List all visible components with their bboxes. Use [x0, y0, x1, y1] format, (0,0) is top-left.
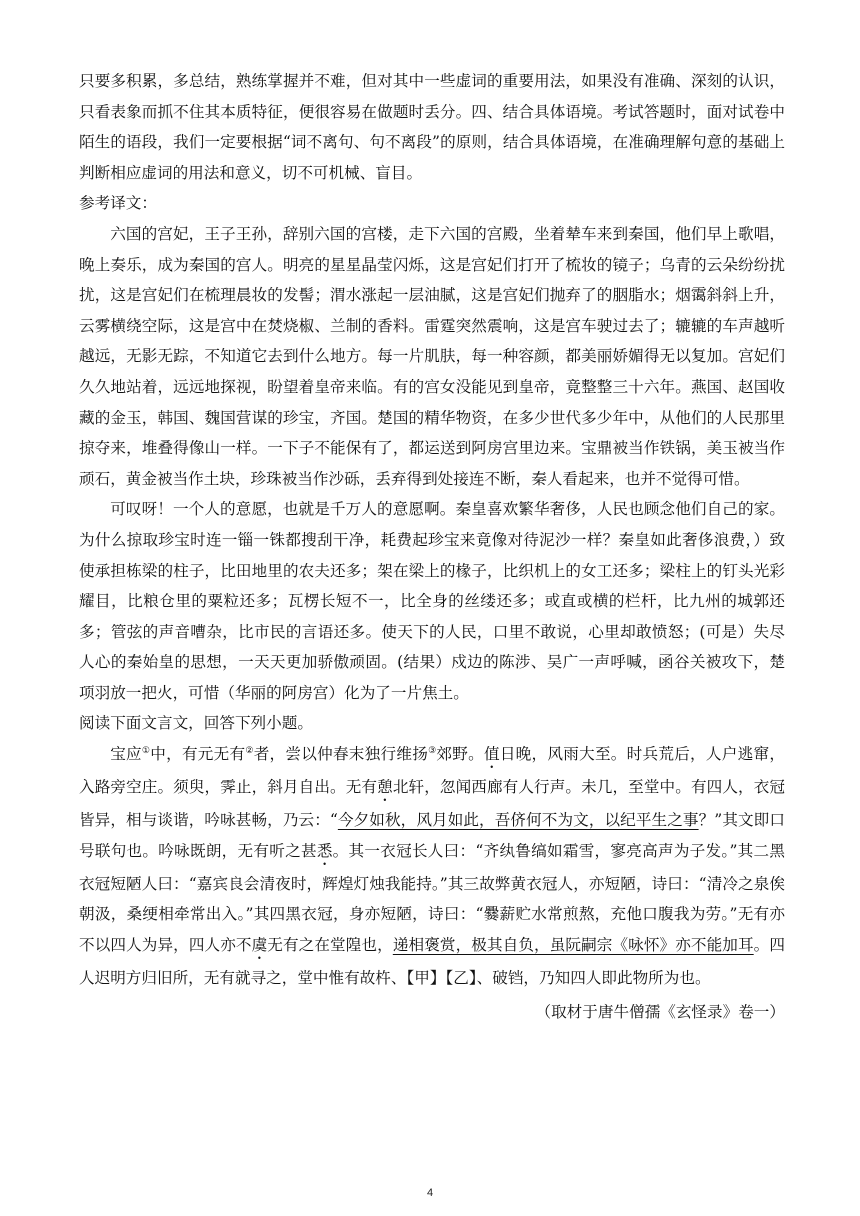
passage-text: 郊野。: [436, 745, 484, 764]
footnote-marker-1: ①: [141, 745, 151, 756]
footnote-marker-3: ③: [428, 745, 437, 756]
classical-passage: [79, 739, 785, 993]
passage-text: 日晚，风雨大至。时兵荒后，人户逃窜，入路旁空庄。须臾，霁止，斜月自出。无有: [79, 745, 785, 797]
passage-text: 者，尝以仲春末独行维扬: [253, 745, 429, 764]
footnote-marker-2: ②: [245, 745, 254, 756]
passage-text: 。四人迟明方归旧所，无有就寻之，堂中惟有故杵、【甲】【乙】、破铛，乃知四人即此物所为也。: [79, 935, 785, 987]
emphasized-word-xi: 悉: [316, 841, 333, 860]
quote-mark: “: [329, 811, 338, 830]
passage-text: 无有之在堂隍也，: [267, 935, 393, 954]
passage-text: 中，有元无有: [150, 745, 246, 764]
explanation-paragraph: 只要多积累，多总结，熟练掌握并不难，但对其中一些虚词的重要用法，如果没有准确、深刻的认识，只看表象而抓不住其本质特征，便很容易在做题时丢分。四、结合具体语境。考试答题时，面对试卷中陌生的语段，我们一定要根据“词不离句、句不离段”的原则，结合具体语境，在准确理解句意的基础上判断相应虚词的用法和意义，切不可机械、盲目。: [79, 72, 785, 182]
emphasized-word-qi: 憩: [377, 778, 393, 797]
passage-text: 。其一衣冠长人曰：“齐纨鲁缟如霜雪，寥亮高声为子发。”其二黑衣冠短陋人曰：“嘉宾良会清夜时，辉煌灯烛我能持。”其三故弊黄衣冠人，亦短陋，诗曰：“清冷之泉俟朝汲，桑绠相牵常出入。”其四黑衣冠，身亦短陋，诗曰：“爨薪贮水常煎熬，充他口腹我为劳。”无有亦不以四人为异，四人亦不: [79, 841, 785, 954]
translation-heading: 参考译文：: [79, 194, 157, 213]
page-number: 4: [426, 1187, 434, 1199]
passage-text: 宝应: [110, 745, 142, 764]
source-citation: （取材于唐牛僧孺《玄怪录》卷一）: [535, 1003, 785, 1022]
emphasized-word-yu: 虞: [251, 935, 268, 954]
reading-instruction: 阅读下面文言文，回答下列小题。: [79, 714, 313, 733]
passage-text: 北轩，忽闻西廊有人行声。未几，至堂中。有四人，衣冠皆异，相与谈谐，吟咏甚畅，乃云：: [79, 778, 785, 830]
underlined-sentence-1: 今夕如秋，风月如此，吾侪何不为文，以纪平生之事: [337, 811, 699, 830]
passage-text: 其文即口号联句也。吟咏既朗，无有听之甚: [79, 811, 785, 860]
translation-paragraph-2: 可叹呀！一个人的意愿，也就是千万人的意愿啊。秦皇喜欢繁华奢侈，人民也顾念他们自己的家。为什么掠取珍宝时连一锱一铢都搜刮干净，耗费起珍宝来竟像对待泥沙一样？秦皇如此奢侈浪费，）致使承担栋梁的柱子，比田地里的农夫还多；架在梁上的椽子，比织机上的女工还多；梁柱上的钉头光彩耀目，比粮仓里的粟粒还多；瓦楞长短不一，比全身的丝缕还多；或直或横的栏杆，比九州的城郭还多；管弦的声音嘈杂，比市民的言语还多。使天下的人民，口里不敢说，心里却敢愤怒；(可是）失尽人心的秦始皇的思想，一天天更加骄傲顽固。(结果）戍边的陈涉、吴广一声呼喊，函谷关被攻下，楚项羽放一把火，可惜（华丽的阿房宫）化为了一片焦土。: [79, 500, 785, 702]
quote-mark: ？”: [698, 811, 723, 830]
translation-paragraph-1: 六国的宫妃，王子王孙，辞别六国的宫楼，走下六国的宫殿，坐着辇车来到秦国，他们早上歌唱，晚上奏乐，成为秦国的宫人。明亮的星星晶莹闪烁，这是宫妃们打开了梳妆的镜子；乌青的云朵纷纷扰扰，这是宫妃们在梳理晨妆的发髻；渭水涨起一层油腻，这是宫妃们抛弃了的胭脂水；烟霭斜斜上升，云雾横绕空际，这是宫中在焚烧椒、兰制的香料。雷霆突然震响，这是宫车驶过去了；辘辘的车声越听越远，无影无踪，不知道它去到什么地方。每一片肌肤，每一种容颜，都美丽娇媚得无以复加。宫妃们久久地站着，远远地探视，盼望着皇帝来临。有的宫女没能见到皇帝，竟整整三十六年。燕国、赵国收藏的金玉，韩国、魏国营谋的珍宝，齐国。楚国的精华物资，在多少世代多少年中，从他们的人民那里掠夺来，堆叠得像山一样。一下子不能保有了，都运送到阿房宫里边来。宝鼎被当作铁锅，美玉被当作顽石，黄金被当作土块，珍珠被当作沙砾，丢弃得到处接连不断，秦人看起来，也并不觉得可惜。: [79, 224, 785, 488]
underlined-sentence-2: 递相褒赏，极其自负，虽阮嗣宗《咏怀》亦不能加耳: [392, 935, 754, 954]
emphasized-word-zhi: 值: [483, 745, 500, 764]
document-body: [79, 66, 785, 1028]
